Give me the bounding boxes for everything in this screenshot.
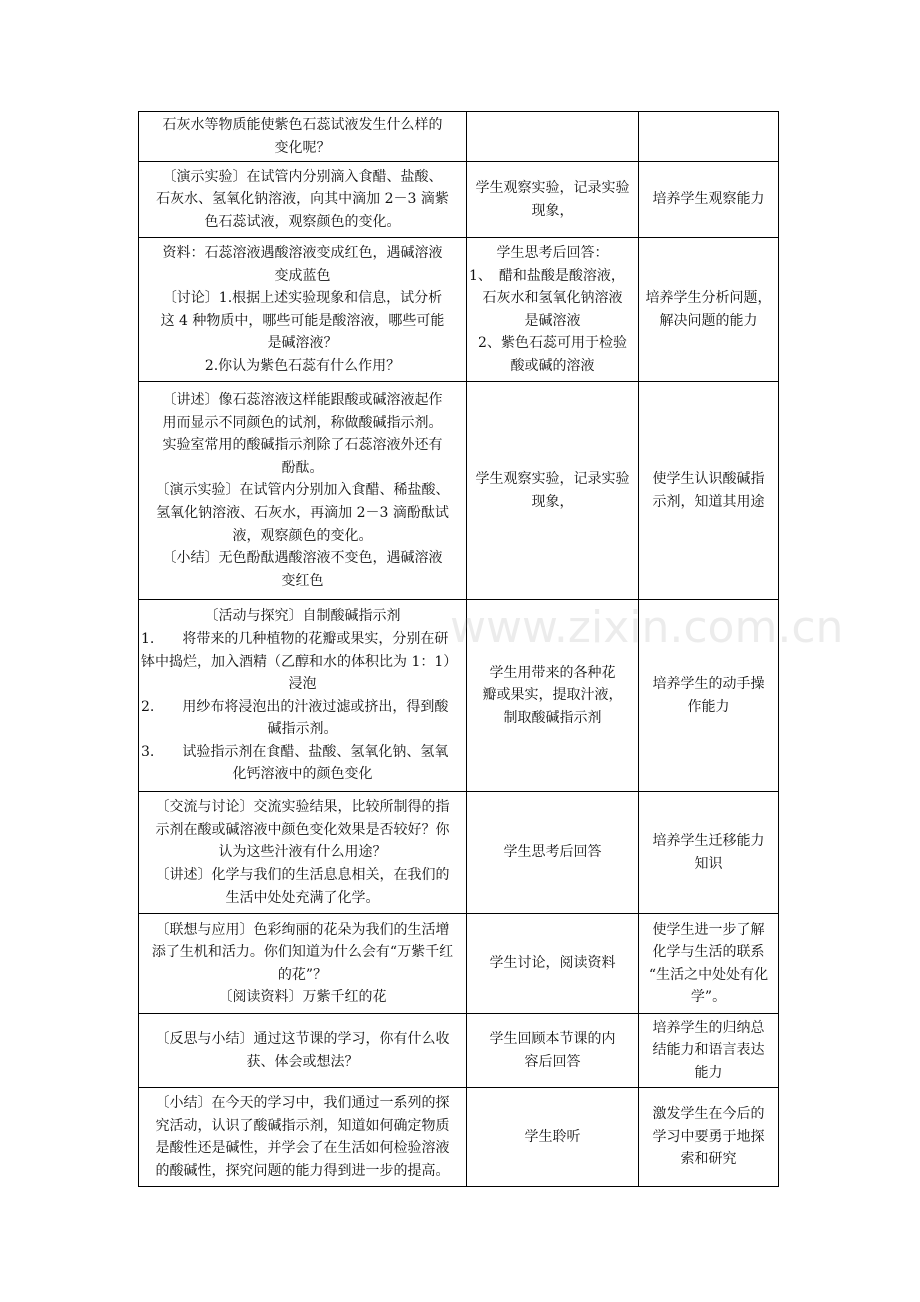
- table-row: [139, 162, 779, 238]
- student-activity-cell: [467, 914, 639, 1014]
- purpose-cell: [639, 600, 779, 792]
- text-line: 作能力: [687, 698, 730, 715]
- text-line: 〔演示实验〕在试管内分别滴入食醋、盐酸、: [162, 168, 443, 185]
- text-line: 石灰水和氢氧化钠溶液: [482, 290, 623, 307]
- text-line: 学生思考后回答: [503, 844, 602, 861]
- text-line: 〔演示实验〕在试管内分别加入食醋、稀盐酸、: [155, 482, 450, 499]
- text-line: 氢氧化钠溶液、石灰水，再滴加 2－3 滴酚酞试: [156, 504, 449, 521]
- text-line: 的花”？: [277, 966, 328, 983]
- text-line: 知识: [694, 855, 723, 872]
- text-line: 〔讲述〕化学与我们的生活息息相关，在我们的: [155, 866, 450, 883]
- text-line: 用而显示不同颜色的试剂，称做酸碱指示剂。: [162, 414, 443, 431]
- purpose-cell: [639, 1088, 779, 1187]
- text-line: 〔讨论〕1.根据上述实验现象和信息，试分析: [162, 290, 443, 307]
- lesson-plan-table: [138, 111, 844, 1187]
- table-row: [139, 238, 779, 382]
- teacher-activity-cell: [139, 1014, 467, 1088]
- text-line: 添了生机和活力。你们知道为什么会有“万紫千红: [151, 944, 454, 961]
- text-line: 化钙溶液中的颜色变化: [232, 766, 373, 783]
- text-line: 3. 试验指示剂在食醋、盐酸、氢氧化钠、氢氧: [141, 743, 449, 760]
- student-activity-cell: [467, 1014, 639, 1088]
- text-line: 使学生认识酸碱指: [652, 471, 765, 488]
- text-line: “生活之中处处有化: [648, 966, 769, 983]
- student-activity-cell: [467, 162, 639, 238]
- text-line: 激发学生在今后的: [652, 1106, 765, 1123]
- text-line: 资料：石蕊溶液遇酸溶液变成红色，遇碱溶液: [162, 244, 443, 261]
- purpose-cell: [639, 162, 779, 238]
- text-line: 2. 用纱布将浸泡出的汁液过滤或挤出，得到酸: [141, 698, 449, 715]
- text-line: 〔联想与应用〕色彩绚丽的花朵为我们的生活增: [155, 921, 450, 938]
- text-line: 学生聆听: [524, 1128, 581, 1145]
- purpose-cell: [639, 1014, 779, 1088]
- text-line: 1、 醋和盐酸是酸溶液，: [469, 267, 625, 284]
- text-line: 1. 将带来的几种植物的花瓣或果实，分别在研: [141, 630, 449, 647]
- table-row: [139, 1088, 779, 1187]
- text-line: 浸泡: [288, 676, 317, 693]
- text-line: 石灰水、氢氧化钠溶液，向其中滴加 2－3 滴紫: [156, 191, 449, 208]
- text-line: 示剂在酸或碱溶液中颜色变化效果是否较好？你: [155, 821, 450, 838]
- text-line: 结能力和语言表达: [652, 1042, 765, 1059]
- text-line: 2、紫色石蕊可用于检验: [478, 335, 627, 352]
- text-line: 培养学生的动手操: [652, 676, 765, 693]
- text-line: 〔交流与讨论〕交流实验结果，比较所制得的指: [155, 799, 450, 816]
- text-line: 酚酞。: [281, 459, 324, 476]
- text-line: 学生讨论，阅读资料: [489, 955, 616, 972]
- text-line: 实验室常用的酸碱指示剂除了石蕊溶液外还有: [162, 437, 443, 454]
- teacher-activity-cell: [139, 382, 467, 600]
- text-line: 索和研究: [680, 1151, 737, 1168]
- text-line: 学生回顾本节课的内: [489, 1031, 616, 1048]
- text-line: 学生观察实验，记录实验: [475, 180, 630, 197]
- text-line: 学生用带来的各种花: [489, 664, 616, 681]
- teacher-activity-cell: [139, 1088, 467, 1187]
- text-line: 2.你认为紫色石蕊有什么作用？: [204, 357, 401, 374]
- text-line: 使学生进一步了解: [652, 921, 765, 938]
- table-row: [139, 914, 779, 1014]
- text-line: 示剂，知道其用途: [652, 493, 765, 510]
- text-line: 培养学生的归纳总: [652, 1019, 765, 1036]
- text-line: 培养学生分析问题，: [645, 290, 772, 307]
- text-line: 石灰水等物质能使紫色石蕊试液发生什么样的: [162, 117, 443, 133]
- text-line: 学”。: [690, 989, 727, 1006]
- teacher-activity-cell: [139, 600, 467, 792]
- purpose-cell: [639, 382, 779, 600]
- text-line: 学生观察实验，记录实验: [475, 471, 630, 488]
- text-line: 解决问题的能力: [659, 312, 758, 329]
- student-activity-cell: [467, 112, 639, 162]
- table-row: [139, 1014, 779, 1088]
- text-line: 究活动，认识了酸碱指示剂，知道如何确定物质: [155, 1117, 450, 1134]
- text-line: 化学与生活的联系: [652, 944, 765, 961]
- text-line: 〔活动与探究〕自制酸碱指示剂: [204, 608, 401, 625]
- teacher-activity-cell: [139, 914, 467, 1014]
- watermark: www.zixin.com.cn: [450, 602, 844, 653]
- text-line: 〔小结〕无色酚酞遇酸溶液不变色，遇碱溶液: [162, 550, 443, 567]
- text-line: 液，观察颜色的变化。: [232, 527, 373, 544]
- purpose-cell: [639, 112, 779, 162]
- text-line: 现象，: [531, 493, 574, 510]
- text-line: 〔小结〕在今天的学习中，我们通过一系列的探: [155, 1095, 450, 1111]
- text-line: 能力: [694, 1064, 723, 1081]
- table-row: [139, 382, 779, 600]
- text-line: 是碱溶液？: [267, 335, 338, 352]
- student-activity-cell: [467, 600, 639, 792]
- teacher-activity-cell: [139, 792, 467, 914]
- teacher-activity-cell: [139, 238, 467, 382]
- text-line: 现象，: [531, 202, 574, 219]
- student-activity-cell: [467, 238, 639, 382]
- student-activity-cell: [467, 792, 639, 914]
- student-activity-cell: [467, 1088, 639, 1187]
- text-line: 〔反思与小结〕通过这节课的学习，你有什么收: [155, 1031, 450, 1048]
- text-line: 钵中捣烂，加入酒精（乙醇和水的体积比为 1：1）: [141, 653, 458, 670]
- purpose-cell: [639, 792, 779, 914]
- table-row: [139, 792, 779, 914]
- text-line: 容后回答: [524, 1053, 581, 1070]
- text-line: 酸或碱的溶液: [510, 357, 595, 374]
- text-line: 培养学生迁移能力: [652, 833, 765, 850]
- text-line: 学生思考后回答：: [496, 244, 609, 261]
- text-line: 变成蓝色: [274, 267, 331, 284]
- text-line: 色石蕊试液，观察颜色的变化。: [204, 213, 401, 230]
- teacher-activity-cell: [139, 112, 467, 162]
- text-line: 学习中要勇于地探: [652, 1128, 765, 1145]
- text-line: 〔讲述〕像石蕊溶液这样能跟酸或碱溶液起作: [162, 392, 443, 409]
- text-line: 〔阅读资料〕万紫千红的花: [218, 989, 387, 1006]
- text-line: 瓣或果实，提取汁液，: [482, 687, 623, 704]
- text-line: 是碱溶液: [524, 312, 581, 329]
- text-line: 制取酸碱指示剂: [503, 709, 602, 726]
- text-line: 变红色: [281, 572, 324, 589]
- text-line: 生活中处处充满了化学。: [225, 889, 380, 906]
- text-line: 获、体会或想法？: [246, 1053, 359, 1070]
- text-line: 的酸碱性，探究问题的能力得到进一步的提高。: [155, 1162, 450, 1179]
- purpose-cell: [639, 914, 779, 1014]
- text-line: 碱指示剂。: [267, 721, 338, 738]
- text-line: 变化呢？: [274, 139, 331, 156]
- text-line: 这 4 种物质中，哪些可能是酸溶液，哪些可能: [160, 312, 445, 329]
- table-row: [139, 600, 779, 792]
- text-line: 是酸性还是碱性，并学会了在生活如何检验溶液: [155, 1140, 450, 1157]
- student-activity-cell: [467, 382, 639, 600]
- teacher-activity-cell: [139, 162, 467, 238]
- purpose-cell: [639, 238, 779, 382]
- text-line: 认为这些汁液有什么用途？: [218, 844, 387, 861]
- text-line: 培养学生观察能力: [652, 191, 765, 208]
- table-row: [139, 112, 779, 162]
